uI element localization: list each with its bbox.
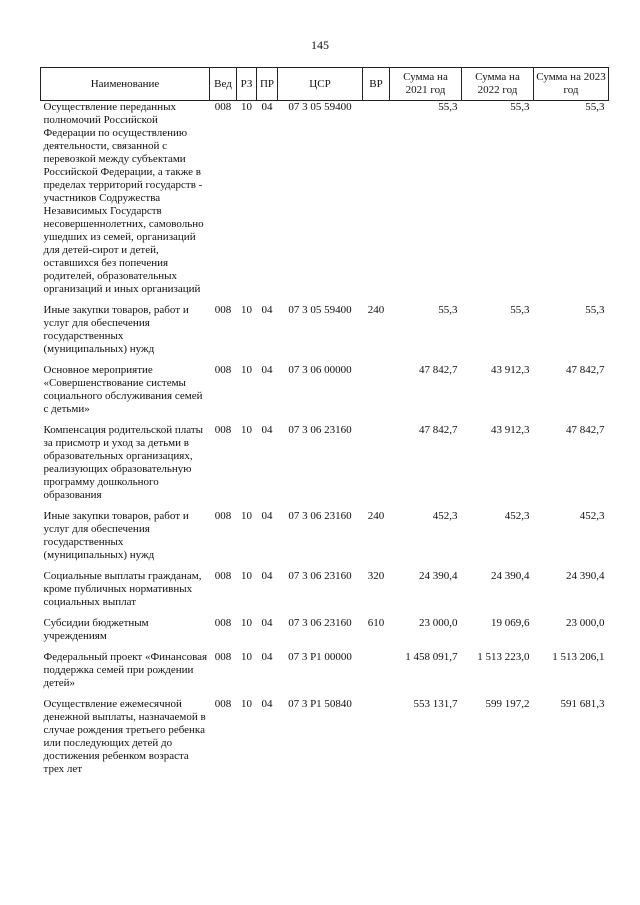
- header-sum-2023: Сумма на 2023 год: [534, 68, 609, 101]
- row-vr: [363, 101, 390, 305]
- row-sum-2021: 1 458 091,7: [405, 651, 458, 663]
- row-name: Иные закупки товаров, работ и услуг для обеспечения государственных (муниципальных) нужд: [43, 510, 189, 561]
- row-name: Социальные выплаты гражданам, кроме публичных нормативных социальных выплат: [43, 570, 202, 608]
- header-sum-2021: Сумма на 2021 год: [390, 68, 462, 101]
- row-rz: 10: [241, 510, 252, 522]
- row-ved: 008: [214, 698, 232, 710]
- row-sum-2023: 24 390,4: [566, 570, 605, 582]
- row-vr: [363, 424, 390, 510]
- table-row: [41, 651, 609, 698]
- row-sum-2021: 23 000,0: [419, 617, 458, 629]
- row-csr: 07 3 05 59400: [288, 101, 352, 113]
- row-csr: 07 3 06 23160: [288, 510, 352, 522]
- table-row: [41, 570, 609, 617]
- row-pr: 04: [261, 510, 273, 522]
- row-name: Осуществление переданных полномочий Российской Федерации по осуществлению деятельности, связанной с перевозкой между субъектами Российской Федерации, а также в пределах территорий государств - участников Содружества Независимых Государств несовершеннолетних, самовольно ушедших из семей, организаций для детей-сирот и детей, оставшихся без попечения родителей, образовательных организаций и иных организаций: [43, 101, 204, 295]
- row-vr: 240: [367, 510, 385, 522]
- row-pr: 04: [261, 698, 273, 710]
- table-row: [41, 617, 609, 651]
- row-csr: 07 3 06 23160: [288, 617, 352, 629]
- row-sum-2021: 24 390,4: [419, 570, 458, 582]
- header-pr: ПР: [257, 68, 278, 101]
- budget-table: [40, 67, 609, 784]
- row-rz: 10: [241, 617, 252, 629]
- header-name: Наименование: [41, 68, 210, 101]
- row-vr: [363, 698, 390, 784]
- row-name: Иные закупки товаров, работ и услуг для обеспечения государственных (муниципальных) нужд: [43, 304, 189, 355]
- row-csr: 07 3 06 23160: [288, 424, 352, 436]
- row-name: Основное мероприятие «Совершенствование системы социального обслуживания семей с детьми»: [43, 364, 203, 415]
- row-sum-2023: 47 842,7: [566, 424, 605, 436]
- table-body: [41, 101, 609, 785]
- row-vr: 320: [367, 570, 385, 582]
- row-csr: 07 3 06 00000: [288, 364, 352, 376]
- row-sum-2023: 55,3: [585, 304, 605, 316]
- table-row: [41, 364, 609, 424]
- row-sum-2022: 55,3: [510, 101, 530, 113]
- row-ved: 008: [214, 651, 232, 663]
- row-sum-2022: 24 390,4: [491, 570, 530, 582]
- row-vr: [363, 364, 390, 424]
- row-sum-2022: 599 197,2: [485, 698, 530, 710]
- row-name: Осуществление ежемесячной денежной выплаты, назначаемой в случае рождения третьего ребенка или последующих детей до достижения ребенком возраста трех лет: [43, 698, 206, 775]
- row-sum-2021: 55,3: [438, 101, 458, 113]
- table-row: [41, 101, 609, 305]
- row-sum-2022: 452,3: [504, 510, 530, 522]
- row-name: Субсидии бюджетным учреждениям: [43, 617, 149, 642]
- row-ved: 008: [214, 304, 232, 316]
- row-csr: 07 3 P1 50840: [288, 698, 352, 710]
- row-ved: 008: [214, 570, 232, 582]
- row-pr: 04: [261, 364, 273, 376]
- row-sum-2022: 1 513 223,0: [477, 651, 530, 663]
- row-sum-2021: 55,3: [438, 304, 458, 316]
- row-rz: 10: [241, 698, 252, 710]
- row-sum-2022: 43 912,3: [491, 424, 530, 436]
- page-number: 145: [311, 38, 329, 52]
- row-sum-2023: 591 681,3: [560, 698, 605, 710]
- table-row: [41, 698, 609, 784]
- header-rz: РЗ: [237, 68, 257, 101]
- row-sum-2023: 55,3: [585, 101, 605, 113]
- row-sum-2022: 19 069,6: [491, 617, 530, 629]
- row-pr: 04: [261, 304, 273, 316]
- row-pr: 04: [261, 101, 273, 113]
- row-sum-2023: 452,3: [579, 510, 605, 522]
- row-sum-2021: 452,3: [432, 510, 458, 522]
- row-vr: [363, 651, 390, 698]
- row-pr: 04: [261, 570, 273, 582]
- table-row: [41, 424, 609, 510]
- header-sum-2022: Сумма на 2022 год: [462, 68, 534, 101]
- table-row: [41, 304, 609, 364]
- row-ved: 008: [214, 424, 232, 436]
- table-header: [41, 68, 609, 101]
- row-ved: 008: [214, 510, 232, 522]
- row-csr: 07 3 05 59400: [288, 304, 352, 316]
- row-sum-2022: 55,3: [510, 304, 530, 316]
- row-sum-2023: 23 000,0: [566, 617, 605, 629]
- row-sum-2021: 47 842,7: [419, 364, 458, 376]
- header-ved: Вед: [210, 68, 237, 101]
- row-vr: 240: [367, 304, 385, 316]
- table-row: [41, 510, 609, 570]
- row-sum-2023: 47 842,7: [566, 364, 605, 376]
- row-csr: 07 3 06 23160: [288, 570, 352, 582]
- row-ved: 008: [214, 101, 232, 113]
- row-sum-2022: 43 912,3: [491, 364, 530, 376]
- row-ved: 008: [214, 617, 232, 629]
- row-rz: 10: [241, 651, 252, 663]
- row-name: Компенсация родительской платы за присмотр и уход за детьми в образовательных организациях, реализующих образовательную программу дошкольного образования: [43, 424, 204, 501]
- row-pr: 04: [261, 617, 273, 629]
- row-rz: 10: [241, 424, 252, 436]
- header-vr: ВР: [363, 68, 390, 101]
- row-sum-2021: 553 131,7: [413, 698, 458, 710]
- row-csr: 07 3 P1 00000: [288, 651, 352, 663]
- row-sum-2021: 47 842,7: [419, 424, 458, 436]
- row-rz: 10: [241, 304, 252, 316]
- row-sum-2023: 1 513 206,1: [552, 651, 605, 663]
- row-vr: 610: [367, 617, 385, 629]
- row-ved: 008: [214, 364, 232, 376]
- row-pr: 04: [261, 424, 273, 436]
- row-rz: 10: [241, 101, 252, 113]
- row-rz: 10: [241, 364, 252, 376]
- row-pr: 04: [261, 651, 273, 663]
- row-rz: 10: [241, 570, 252, 582]
- row-name: Федеральный проект «Финансовая поддержка семей при рождении детей»: [43, 651, 208, 689]
- header-csr: ЦСР: [278, 68, 363, 101]
